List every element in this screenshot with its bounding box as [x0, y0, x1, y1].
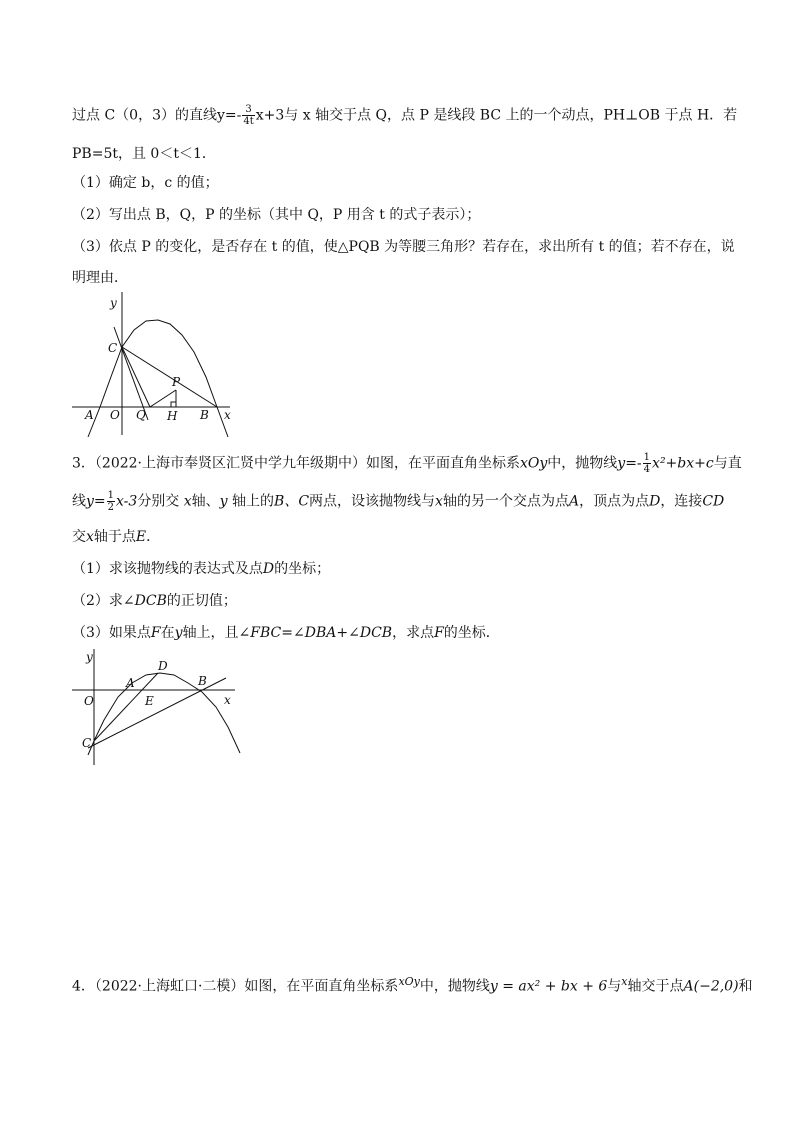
p3-fraction-1: [643, 452, 651, 475]
p3-l2-eq-prefix: y=: [86, 493, 106, 510]
p2-line-qp: [150, 390, 176, 407]
p3-question-1: [72, 559, 330, 579]
p3-l3-E: E: [135, 529, 147, 545]
p3-label-a: A: [126, 676, 135, 690]
p3-l2-bc: B、C: [274, 493, 310, 510]
p3-parabola: [88, 673, 240, 755]
p4-text-b: 中，抛物线: [419, 978, 490, 995]
p3-eq-suffix: x²+bx+c: [652, 455, 714, 472]
p3-l3-x: x: [86, 529, 94, 545]
p3-text-b: 中，抛物线: [547, 455, 618, 472]
p2-label-p: P: [172, 375, 181, 389]
p3-q2-b: 的正切值；: [166, 593, 237, 609]
p3-q3-F: F: [150, 625, 161, 641]
p2-figure: [70, 290, 245, 440]
p3-l3-b: 轴于点: [93, 529, 136, 545]
p3-q3-g: 的坐标．: [443, 625, 500, 641]
p3-label-e: E: [145, 694, 154, 708]
p3-l2-g: ，顶点为点: [579, 493, 650, 510]
p4-point-a: A(−2,0): [683, 978, 739, 995]
p2-label-x: x: [224, 408, 231, 422]
p3-q3-a: （3）如果点: [72, 625, 151, 641]
p3-line1: [72, 452, 742, 475]
p3-line2: [72, 490, 724, 513]
p3-q3-c: 轴上，且∠: [182, 625, 251, 641]
p2-text-a: 过点 C（0，3）的直线: [72, 107, 217, 124]
p4-text-d: 轴交于点: [627, 978, 684, 995]
p3-text-c: 与直: [713, 455, 742, 472]
p3-q1-D: D: [262, 561, 275, 577]
p3-fraction-2: [107, 490, 115, 513]
p3-question-2: [72, 591, 237, 611]
p3-l2-eq-suffix: x-3: [116, 493, 138, 510]
p4-equation: y = ax² + bx + 6: [489, 978, 608, 995]
p2-label-h: H: [167, 409, 178, 423]
p3-label-y: y: [86, 650, 93, 664]
p3-q3-FBC: FBC: [250, 625, 282, 641]
p3-l2-CD: CD: [702, 493, 725, 510]
p3-frac1-den: 4: [643, 464, 651, 475]
p3-frac2-den: 2: [107, 502, 115, 513]
p2-frac-num: 3: [242, 104, 254, 116]
p3-l2-x2: x: [435, 493, 443, 510]
p2-fraction: [242, 104, 254, 127]
p3-l2-x: x: [183, 493, 192, 510]
p2-question-1: （1）确定 b，c 的值；: [72, 175, 219, 191]
p2-line-left: [114, 327, 148, 420]
p3-q3-d: =∠: [281, 625, 305, 641]
p2-question-3b: 明理由．: [72, 270, 128, 286]
p3-q2-DCB: DCB: [134, 593, 167, 609]
p3-q1-a: （1）求该抛物线的表达式及点: [72, 561, 263, 577]
p3-q3-F2: F: [434, 625, 444, 641]
p3-l2-D: D: [649, 493, 661, 510]
p3-label-b: B: [198, 674, 207, 688]
p2-label-q: Q: [136, 408, 146, 422]
p4-x: x: [621, 975, 628, 988]
p2-line2: PB=5t，且 0＜t＜1．: [72, 146, 216, 162]
p3-l2-b: 分别交: [137, 493, 180, 510]
p3-l2-y: y: [219, 493, 228, 510]
p3-label-x: x: [224, 693, 231, 707]
p3-xoy: xOy: [520, 455, 548, 472]
p2-label-a: A: [85, 408, 94, 422]
p3-q3-f: ，求点: [392, 625, 435, 641]
p2-line1: [72, 104, 737, 127]
p4-text-c: 与: [607, 978, 622, 995]
p3-l2-d: 轴上的: [232, 493, 275, 510]
p3-frac2-num: 1: [107, 490, 115, 501]
p2-question-3a: （3）依点 P 的变化，是否存在 t 的值，使△PQB 为等腰三角形？若存在，求出所有 t 的值；若不存在，说: [72, 239, 735, 255]
p2-label-b: B: [200, 408, 209, 422]
p3-label-d: D: [158, 659, 168, 673]
p3-figure: [70, 645, 250, 770]
p4-text-e: 和: [738, 978, 753, 995]
p2-eq-suffix: x+3: [255, 107, 285, 124]
p2-right-angle: [171, 402, 176, 407]
p3-q3-y: y: [174, 625, 183, 641]
p3-line3: [72, 527, 160, 547]
p3-q3-DBA: DBA: [304, 625, 337, 641]
p2-label-c: C: [108, 341, 118, 355]
p4-line1: [72, 972, 753, 997]
p3-source: 3．（2022·上海市奉贤区汇贤中学九年级期中）如图，在平面直角坐标系: [72, 455, 520, 472]
p3-q2-a: （2）求∠: [72, 593, 135, 609]
p3-l2-f: 轴的另一个交点为点: [442, 493, 569, 510]
p2-label-o: O: [110, 408, 120, 422]
p3-l3-a: 交: [72, 529, 86, 545]
p3-l2-a: 线: [72, 493, 86, 510]
p3-q3-DCB: DCB: [359, 625, 393, 641]
p2-label-y: y: [110, 296, 117, 310]
p4-xoy: xOy: [398, 975, 420, 988]
p3-l2-h: ，连接: [660, 493, 703, 510]
p3-q3-e: +∠: [336, 625, 360, 641]
p3-l2-A: A: [568, 493, 580, 510]
p4-source: 4．（2022·上海虹口·二模）如图，在平面直角坐标系: [72, 978, 399, 995]
p2-eq-prefix: y=-: [216, 107, 242, 124]
p3-frac1-num: 1: [643, 452, 651, 463]
p3-q3-b: 在: [160, 625, 175, 641]
p2-frac-den: 4t: [243, 116, 254, 127]
p3-eq-prefix: y=-: [617, 455, 642, 472]
p3-l2-c: 轴、: [191, 493, 220, 510]
p3-l3-c: ．: [146, 529, 161, 545]
p3-label-c: C: [82, 736, 92, 750]
p3-l2-e: 两点，设该抛物线与: [309, 493, 436, 510]
p3-q1-b: 的坐标；: [274, 561, 331, 577]
p3-question-3: [72, 623, 500, 643]
p2-text-b: 与 x 轴交于点 Q，点 P 是线段 BC 上的一个动点，PH⊥OB 于点 H．若: [284, 107, 738, 124]
p2-question-2: （2）写出点 B，Q，P 的坐标（其中 Q，P 用含 t 的式子表示）；: [72, 207, 481, 223]
p3-label-o: O: [84, 694, 94, 708]
